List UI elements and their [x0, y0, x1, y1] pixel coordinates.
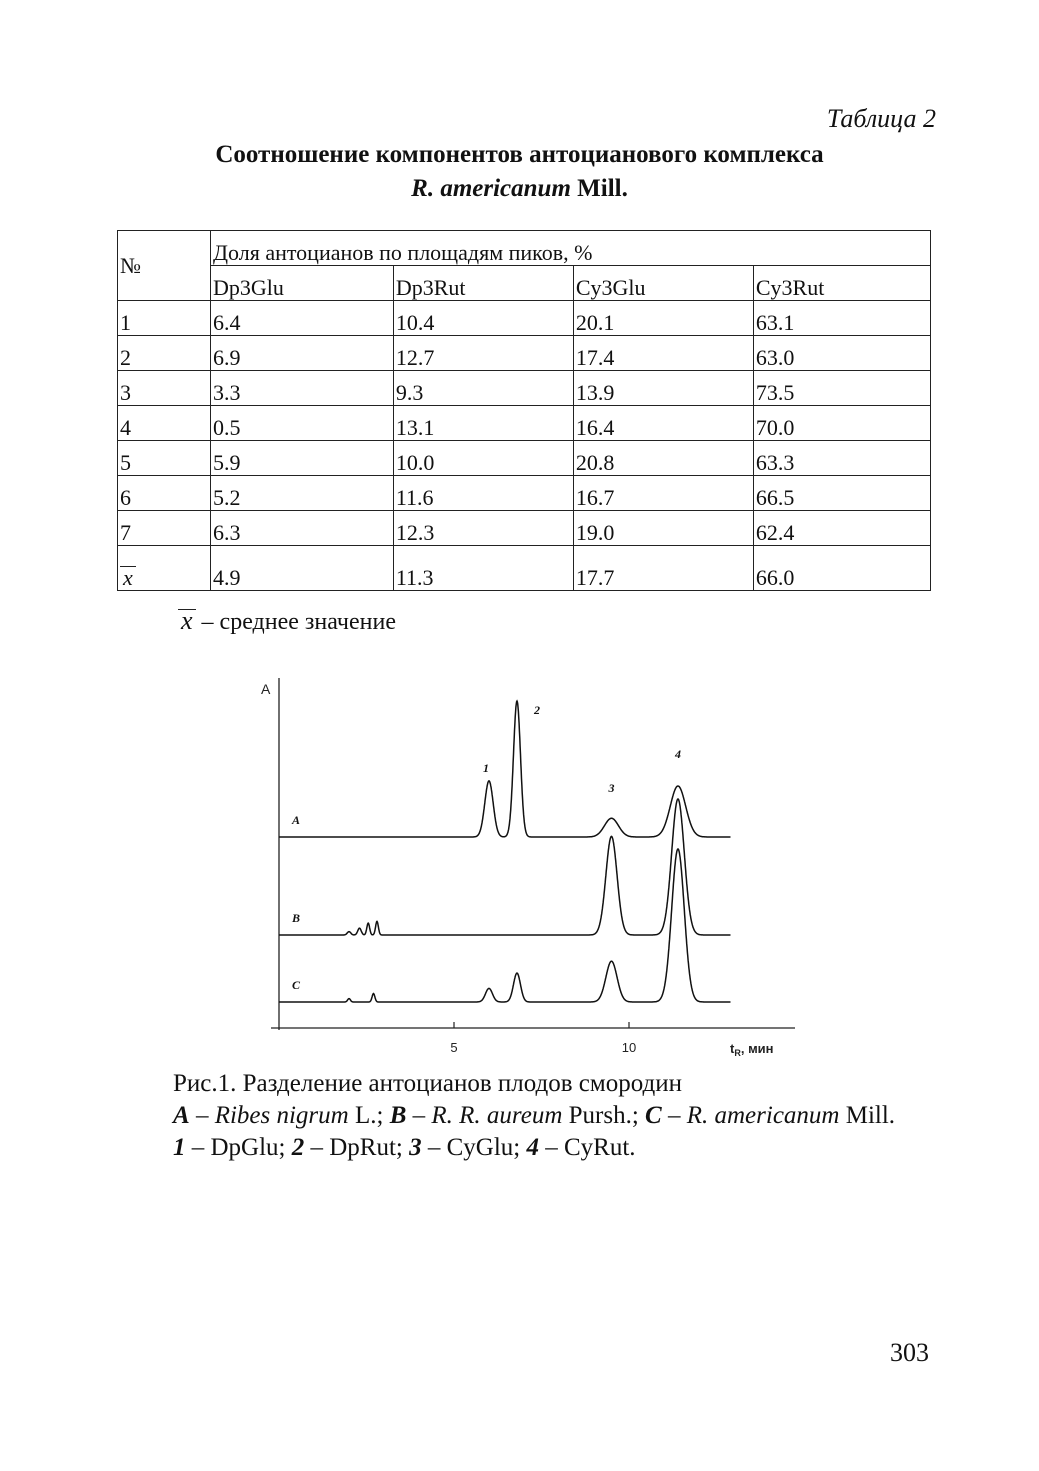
cell-cy3glu: 13.9 [573, 371, 753, 406]
figure-caption [118, 1068, 933, 1164]
mean-label [118, 546, 211, 591]
legend-text-2: – DpRut; [304, 1134, 410, 1161]
col-header-cy3glu: Cy3Glu [573, 266, 753, 301]
page-number: 303 [890, 1338, 929, 1367]
legend-text-3: – CyGlu; [421, 1134, 527, 1161]
trace-A [279, 701, 731, 837]
caption-a-letter: A [173, 1102, 190, 1129]
table-subheader-row [118, 266, 931, 301]
cell-cy3glu: 19.0 [573, 511, 753, 546]
mean-row-symbol: x [120, 566, 136, 589]
row-number: 3 [118, 371, 211, 406]
cell-cy3glu: 16.7 [573, 476, 753, 511]
col-header-dp3glu: Dp3Glu [211, 266, 394, 301]
mean-cy3rut: 66.0 [753, 546, 930, 591]
mean-note-text: – среднее значение [201, 609, 396, 635]
cell-dp3rut: 9.3 [393, 371, 573, 406]
table-row [118, 441, 931, 476]
caption-c-sep: – [661, 1102, 687, 1129]
caption-c-letter: C [645, 1102, 662, 1129]
cell-cy3rut: 63.0 [753, 336, 930, 371]
trace-label-B: B [292, 911, 301, 925]
cell-cy3rut: 73.5 [753, 371, 930, 406]
row-number: 6 [118, 476, 211, 511]
caption-b-sep: – [406, 1102, 432, 1129]
cell-dp3glu: 5.2 [211, 476, 394, 511]
cell-cy3rut: 62.4 [753, 511, 930, 546]
table-title [0, 138, 1039, 206]
table-row [118, 301, 931, 336]
num-header: № [118, 231, 211, 301]
x-axis-label [730, 1041, 774, 1058]
cell-dp3rut: 11.6 [393, 476, 573, 511]
cell-dp3rut: 10.0 [393, 441, 573, 476]
peak-label: 1 [483, 761, 489, 775]
caption-b-letter: B [389, 1102, 407, 1129]
caption-b-auth: Pursh.; [562, 1102, 646, 1129]
table-number: Таблица 2 [826, 104, 936, 133]
x-label-t: t [730, 1041, 735, 1056]
legend-text-1: – DpGlu; [185, 1134, 292, 1161]
table-title-line1: Соотношение компонентов антоцианового комплекса [215, 141, 824, 168]
caption-a-auth: L.; [348, 1102, 390, 1129]
group-header: Доля антоцианов по площадям пиков, % [211, 231, 931, 266]
mean-dp3glu: 4.9 [211, 546, 394, 591]
table-header-row [118, 231, 931, 266]
cell-cy3glu: 20.8 [573, 441, 753, 476]
trace-label-C: C [292, 978, 301, 992]
cell-cy3rut: 63.3 [753, 441, 930, 476]
x-label-sub: R [734, 1048, 741, 1058]
chromatogram [240, 670, 820, 1065]
cell-dp3glu: 5.9 [211, 441, 394, 476]
cell-dp3rut: 13.1 [393, 406, 573, 441]
row-number: 5 [118, 441, 211, 476]
cell-dp3rut: 12.3 [393, 511, 573, 546]
table-row-mean [118, 546, 931, 591]
row-number: 2 [118, 336, 211, 371]
x-label-unit: , мин [740, 1041, 774, 1056]
trace-label-A: A [292, 813, 301, 827]
caption-a-sep: – [189, 1102, 215, 1129]
mean-note [178, 606, 396, 636]
cell-dp3rut: 12.7 [393, 336, 573, 371]
cell-cy3rut: 70.0 [753, 406, 930, 441]
cell-cy3glu: 16.4 [573, 406, 753, 441]
table-row [118, 406, 931, 441]
mean-cy3glu: 17.7 [573, 546, 753, 591]
table-row [118, 336, 931, 371]
table-row [118, 371, 931, 406]
trace-B [279, 799, 731, 935]
mean-dp3rut: 11.3 [393, 546, 573, 591]
peak-label: 3 [608, 781, 615, 795]
x-tick-label: 5 [450, 1040, 458, 1055]
caption-legend [118, 1132, 933, 1164]
col-header-dp3rut: Dp3Rut [393, 266, 573, 301]
table-row [118, 476, 931, 511]
row-number: 1 [118, 301, 211, 336]
cell-dp3glu: 0.5 [211, 406, 394, 441]
cell-dp3glu: 3.3 [211, 371, 394, 406]
legend-num-4: 4 [526, 1134, 539, 1161]
caption-a-name: Ribes nigrum [214, 1102, 349, 1129]
peak-label: 4 [675, 747, 681, 761]
legend-num-3: 3 [409, 1134, 422, 1161]
col-header-cy3rut: Cy3Rut [753, 266, 930, 301]
cell-cy3glu: 17.4 [573, 336, 753, 371]
caption-b-name: R. R. aureum [431, 1102, 563, 1129]
cell-dp3glu: 6.4 [211, 301, 394, 336]
row-number: 4 [118, 406, 211, 441]
anthocyanin-ratio-table [117, 230, 931, 591]
legend-num-1: 1 [173, 1134, 186, 1161]
caption-c-name: R. americanum [686, 1102, 840, 1129]
table-row [118, 511, 931, 546]
legend-text-4: – CyRut. [539, 1134, 636, 1161]
cell-dp3rut: 10.4 [393, 301, 573, 336]
caption-title: Рис.1. Разделение антоцианов плодов смородин [173, 1070, 682, 1097]
peak-label: 2 [534, 703, 540, 717]
cell-cy3rut: 66.5 [753, 476, 930, 511]
cell-cy3glu: 20.1 [573, 301, 753, 336]
mean-symbol: x [178, 609, 196, 632]
cell-dp3glu: 6.3 [211, 511, 394, 546]
y-axis-label: A [261, 681, 271, 697]
x-tick-label: 10 [621, 1040, 637, 1055]
cell-cy3rut: 63.1 [753, 301, 930, 336]
cell-dp3glu: 6.9 [211, 336, 394, 371]
row-number: 7 [118, 511, 211, 546]
table-title-line2 [0, 172, 1039, 206]
caption-samples [118, 1100, 933, 1132]
caption-c-auth: Mill. [839, 1102, 896, 1129]
table-title-species: R. americanum [411, 175, 571, 202]
legend-num-2: 2 [291, 1134, 305, 1161]
table-title-authority: Mill. [577, 175, 628, 202]
